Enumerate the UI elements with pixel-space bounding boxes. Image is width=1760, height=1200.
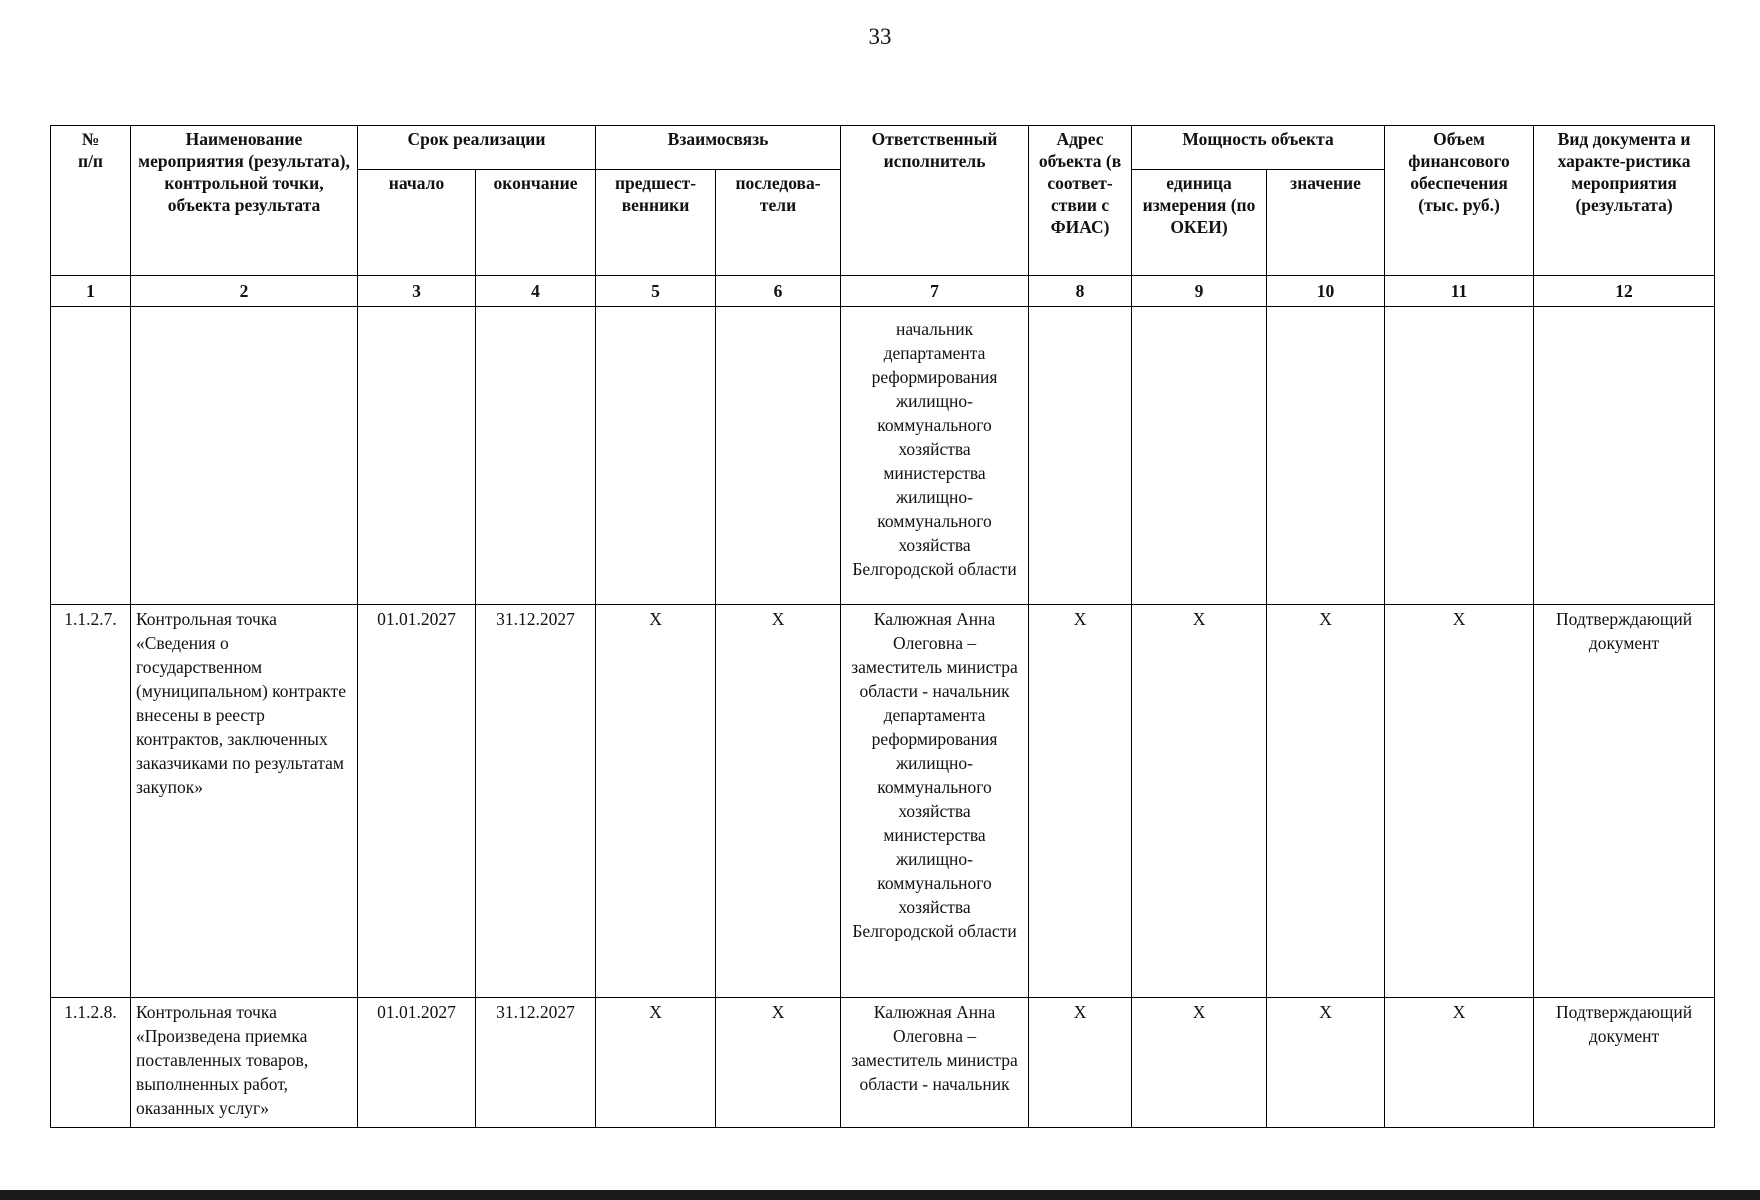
column-number: 4 xyxy=(476,276,596,307)
header-start: начало xyxy=(358,170,476,276)
row-value: X xyxy=(1267,605,1385,998)
row-address: X xyxy=(1029,998,1132,1128)
row-value: X xyxy=(1267,998,1385,1128)
header-funding: Объем финансового обеспечения (тыс. руб.) xyxy=(1385,126,1534,276)
table-row xyxy=(51,307,1715,605)
row-successors xyxy=(716,307,841,605)
column-number: 3 xyxy=(358,276,476,307)
row-doc xyxy=(1534,307,1715,605)
row-predecessors xyxy=(596,307,716,605)
column-number: 2 xyxy=(131,276,358,307)
table-row xyxy=(51,605,1715,998)
row-unit: X xyxy=(1132,605,1267,998)
row-predecessors: X xyxy=(596,605,716,998)
row-funding xyxy=(1385,307,1534,605)
table-header xyxy=(51,126,1715,276)
table-row xyxy=(51,998,1715,1128)
column-number: 8 xyxy=(1029,276,1132,307)
header-name: Наименование мероприятия (результата), контрольной точки, объекта результата xyxy=(131,126,358,276)
row-address: X xyxy=(1029,605,1132,998)
row-responsible: Калюжная Анна Олеговна – заместитель министра области - начальник xyxy=(841,998,1029,1128)
row-number: 1.1.2.7. xyxy=(51,605,131,998)
plan-table xyxy=(50,125,1715,1128)
row-start: 01.01.2027 xyxy=(358,605,476,998)
column-number: 12 xyxy=(1534,276,1715,307)
row-start xyxy=(358,307,476,605)
header-relation-group: Взаимосвязь xyxy=(596,126,841,170)
header-term-group: Срок реализации xyxy=(358,126,596,170)
row-value xyxy=(1267,307,1385,605)
header-successors: последова-тели xyxy=(716,170,841,276)
row-predecessors: X xyxy=(596,998,716,1128)
header-capacity-group: Мощность объекта xyxy=(1132,126,1385,170)
column-number: 6 xyxy=(716,276,841,307)
row-unit: X xyxy=(1132,998,1267,1128)
column-number: 9 xyxy=(1132,276,1267,307)
row-responsible: Калюжная Анна Олеговна – заместитель министра области - начальник департамента реформирования жилищно-коммунального хозяйства министерства жилищно-коммунального хозяйства Белгородской области xyxy=(841,605,1029,998)
header-doc-type: Вид документа и характе-ристика мероприятия (результата) xyxy=(1534,126,1715,276)
row-number: 1.1.2.8. xyxy=(51,998,131,1128)
scan-edge-bar xyxy=(0,1190,1760,1200)
column-number: 10 xyxy=(1267,276,1385,307)
page-number: 33 xyxy=(868,24,892,49)
column-number: 11 xyxy=(1385,276,1534,307)
row-end xyxy=(476,307,596,605)
row-start: 01.01.2027 xyxy=(358,998,476,1128)
row-doc: Подтверждающий документ xyxy=(1534,605,1715,998)
header-number: № п/п xyxy=(51,126,131,276)
row-successors: X xyxy=(716,605,841,998)
column-number: 7 xyxy=(841,276,1029,307)
header-unit: единица измерения (по ОКЕИ) xyxy=(1132,170,1267,276)
header-value: значение xyxy=(1267,170,1385,276)
row-funding: X xyxy=(1385,605,1534,998)
row-number xyxy=(51,307,131,605)
row-name: Контрольная точка «Сведения о государственном (муниципальном) контракте внесены в реестр контрактов, заключенных заказчиками по результатам закупок» xyxy=(131,605,358,998)
row-funding: X xyxy=(1385,998,1534,1128)
header-address: Адрес объекта (в соответ-ствии с ФИАС) xyxy=(1029,126,1132,276)
column-number-row xyxy=(51,276,1715,307)
header-end: окончание xyxy=(476,170,596,276)
header-predecessors: предшест-венники xyxy=(596,170,716,276)
row-responsible: начальник департамента реформирования жилищно-коммунального хозяйства министерства жилищно-коммунального хозяйства Белгородской области xyxy=(841,307,1029,605)
column-number: 1 xyxy=(51,276,131,307)
row-address xyxy=(1029,307,1132,605)
row-successors: X xyxy=(716,998,841,1128)
row-name: Контрольная точка «Произведена приемка поставленных товаров, выполненных работ, оказанных услуг» xyxy=(131,998,358,1128)
row-end: 31.12.2027 xyxy=(476,998,596,1128)
header-responsible: Ответственный исполнитель xyxy=(841,126,1029,276)
row-end: 31.12.2027 xyxy=(476,605,596,998)
row-unit xyxy=(1132,307,1267,605)
column-number: 5 xyxy=(596,276,716,307)
row-doc: Подтверждающий документ xyxy=(1534,998,1715,1128)
row-name xyxy=(131,307,358,605)
